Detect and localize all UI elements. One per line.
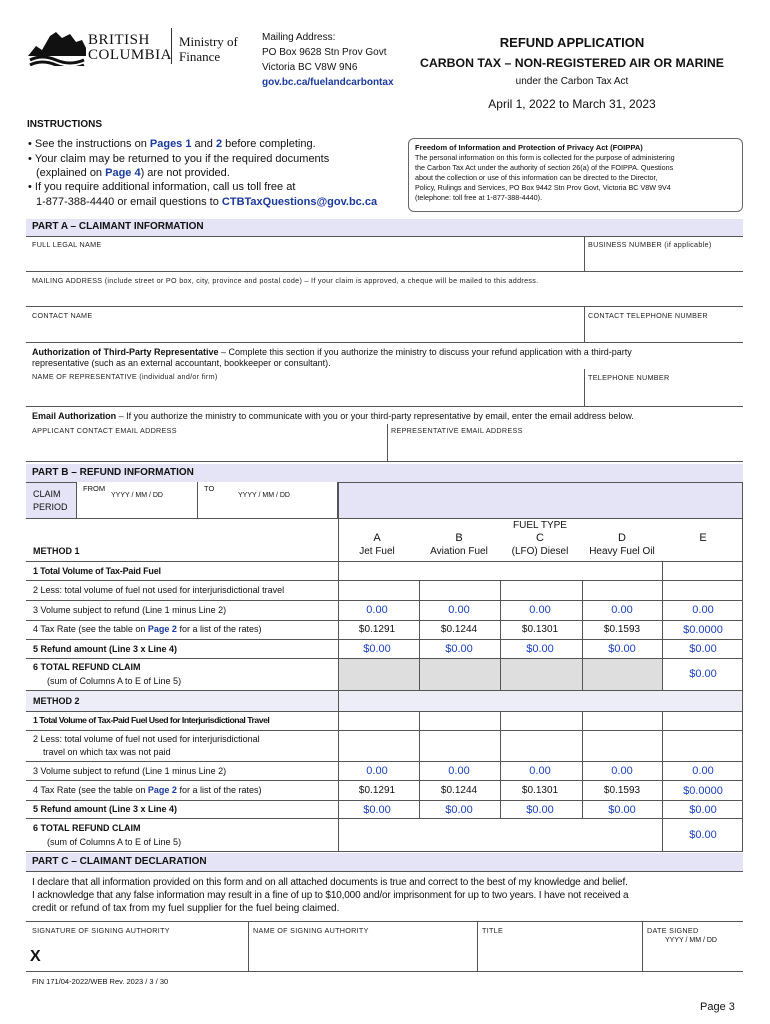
mailing-label: Mailing Address: — [262, 32, 336, 43]
contact-name-label: CONTACT NAME — [32, 311, 93, 320]
m1-rate-c: $0.1301 — [521, 624, 559, 635]
foippa-box — [408, 138, 743, 212]
third-party-text: Authorization of Third-Party Representative – Complete this section if you authorize the ministry to discuss your refund application with a third-party — [32, 347, 632, 357]
rep-phone-input[interactable] — [588, 383, 740, 405]
m2-vol-e[interactable]: 0.00 — [692, 765, 714, 777]
m2-rate-e[interactable]: $0.0000 — [683, 785, 723, 797]
foippa-line: (telephone: toll free at 1-877-388-4440). — [415, 193, 543, 202]
m2-vol-c[interactable]: 0.00 — [529, 765, 551, 777]
date-signed-label: DATE SIGNED — [647, 926, 699, 935]
m2-refund-d: $0.00 — [608, 804, 636, 816]
claim-from-field[interactable] — [76, 482, 198, 518]
col-d-letter: D — [618, 532, 626, 544]
logo-divider — [171, 28, 172, 64]
m1-refund-b: $0.00 — [445, 643, 473, 655]
m2-rate-a: $0.1291 — [358, 785, 396, 796]
m1-refund-c: $0.00 — [526, 643, 554, 655]
claim-to-field[interactable] — [198, 482, 338, 518]
from-label: FROM — [83, 484, 106, 493]
mailing-address-label: MAILING ADDRESS (include street or PO box, city, province and postal code) – If your claim is approved, a cheque will be mailed to this address. — [32, 276, 539, 285]
logo-text-columbia: COLUMBIA — [88, 47, 173, 63]
rep-phone-label: TELEPHONE NUMBER — [588, 373, 670, 382]
title-input[interactable] — [481, 936, 639, 970]
m1-refund-a: $0.00 — [363, 643, 391, 655]
foippa-line: Policy, Rulings and Services, PO Box 9442 Stn Prov Govt, Victoria BC V8W 9V4 — [415, 183, 671, 192]
foippa-line: The personal information on this form is collected for the purpose of administering — [415, 153, 675, 162]
m2-refund-e: $0.00 — [689, 804, 717, 816]
m1-vol-a[interactable]: 0.00 — [366, 604, 388, 616]
m2-page-2-link[interactable]: Page 2 — [147, 785, 177, 795]
m2-refund-c: $0.00 — [526, 804, 554, 816]
m2-rate-c: $0.1301 — [521, 785, 559, 796]
m1-line6b: (sum of Columns A to E of Line 5) — [47, 676, 182, 686]
foippa-line: about the collection or use of this information can be directed to the Director, — [415, 173, 658, 182]
declaration-line1: I declare that all information provided on this form and on all attached documents is true and correct to the best of my knowledge and belief. — [32, 877, 628, 888]
method2-header-band — [26, 691, 743, 711]
form-act: under the Carbon Tax Act — [515, 76, 629, 87]
instruction-1: • See the instructions on Pages 1 and 2 before completing. — [28, 138, 316, 150]
m2-total-refund: $0.00 — [689, 829, 717, 841]
business-number-label: BUSINESS NUMBER (if applicable) — [588, 240, 712, 249]
period-label: PERIOD — [33, 502, 68, 512]
col-a-letter: A — [373, 532, 381, 544]
col-a-name: Jet Fuel — [359, 546, 395, 557]
declaration-line2: I acknowledge that any false information may result in a fine of up to $10,000 and/or imprisonment for up to two years. I have not received a — [32, 890, 629, 901]
instruction-3b: 1-877-388-4440 or email questions to CTBTaxQuestions@gov.bc.ca — [36, 196, 378, 208]
m2-rate-d: $0.1593 — [603, 785, 641, 796]
contact-phone-input[interactable] — [588, 321, 740, 341]
m2-line1: 1 Total Volume of Tax-Paid Fuel Used for Interjurisdictional Travel — [33, 715, 270, 725]
m1-vol-c[interactable]: 0.00 — [529, 604, 551, 616]
logo-text-british: BRITISH — [88, 32, 150, 48]
col-d-name: Heavy Fuel Oil — [589, 546, 655, 557]
part-b-heading: PART B – REFUND INFORMATION — [32, 467, 194, 478]
foippa-line: the Carbon Tax Act under the authority of section 26(a) of the FOIPPA. Questions — [415, 163, 674, 172]
part-c-heading: PART C – CLAIMANT DECLARATION — [32, 856, 207, 867]
m2-rate-b: $0.1244 — [440, 785, 478, 796]
form-title: REFUND APPLICATION — [499, 35, 645, 50]
m1-rate-b: $0.1244 — [440, 624, 478, 635]
email-auth-text: Email Authorization – If you authorize the ministry to communicate with you or your third-party representative by email, enter the email address below. — [32, 411, 634, 421]
m1-line1: 1 Total Volume of Tax-Paid Fuel — [33, 566, 161, 576]
ministry-line2: Finance — [179, 49, 221, 64]
contact-phone-label: CONTACT TELEPHONE NUMBER — [588, 311, 708, 320]
name-input[interactable] — [252, 936, 474, 970]
col-c-letter: C — [536, 532, 544, 544]
to-date-format: YYYY / MM / DD — [238, 492, 290, 499]
m2-line2: 2 Less: total volume of fuel not used for interjurisdictional — [33, 734, 260, 744]
m2-vol-a[interactable]: 0.00 — [366, 765, 388, 777]
m2-refund-a: $0.00 — [363, 804, 391, 816]
m1-page-2-link[interactable]: Page 2 — [147, 624, 177, 634]
ministry-line1: Ministry of — [179, 34, 238, 49]
m1-vol-b[interactable]: 0.00 — [448, 604, 470, 616]
m1-rate-a: $0.1291 — [358, 624, 396, 635]
instruction-3: • If you require additional information, call us toll free at — [28, 181, 296, 193]
rep-name-input[interactable] — [28, 382, 580, 405]
form-id: FIN 171/04-2022/WEB Rev. 2023 / 3 / 30 — [32, 977, 169, 986]
ctb-email-link[interactable]: CTBTaxQuestions@gov.bc.ca — [221, 196, 378, 208]
col-b-name: Aviation Fuel — [430, 546, 488, 557]
to-label: TO — [204, 484, 215, 493]
m2-line2b: travel on which tax was not paid — [43, 747, 171, 757]
date-signed-input[interactable] — [646, 946, 740, 970]
m1-line6: 6 TOTAL REFUND CLAIM — [33, 662, 141, 672]
website-link[interactable]: gov.bc.ca/fuelandcarbontax — [262, 77, 394, 88]
m2-total-shaded-area — [339, 819, 662, 851]
mailing-address-input[interactable] — [28, 286, 740, 306]
business-number-input[interactable] — [588, 250, 740, 270]
instruction-2: • Your claim may be returned to you if the required documents — [28, 153, 330, 165]
m1-rate-e[interactable]: $0.0000 — [683, 624, 723, 636]
instruction-2b: (explained on Page 4) are not provided. — [36, 167, 230, 179]
full-legal-name-label: FULL LEGAL NAME — [32, 240, 102, 249]
title-label: TITLE — [482, 926, 504, 935]
m2-line4: 4 Tax Rate (see the table on Page 2 for a list of the rates) — [33, 785, 262, 795]
m2-line5: 5 Refund amount (Line 3 x Line 4) — [33, 804, 178, 814]
contact-name-input[interactable] — [28, 321, 580, 341]
m1-vol-d[interactable]: 0.00 — [611, 604, 633, 616]
rep-email-label: REPRESENTATIVE EMAIL ADDRESS — [391, 426, 523, 435]
form-subtitle: CARBON TAX – NON-REGISTERED AIR OR MARINE — [419, 56, 725, 70]
claim-label: CLAIM — [33, 489, 61, 499]
m2-vol-b[interactable]: 0.00 — [448, 765, 470, 777]
pages-1-link[interactable]: Pages 1 — [149, 138, 192, 150]
signature-input[interactable] — [28, 936, 246, 970]
m2-line6b: (sum of Columns A to E of Line 5) — [47, 837, 182, 847]
foippa-title: Freedom of Information and Protection of Privacy Act (FOIPPA) — [415, 143, 643, 152]
mailing-line1: PO Box 9628 Stn Prov Govt — [262, 47, 387, 58]
page-number: Page 3 — [700, 1001, 735, 1013]
full-legal-name-input[interactable] — [28, 250, 580, 270]
bc-logo — [26, 26, 173, 66]
applicant-email-label: APPLICANT CONTACT EMAIL ADDRESS — [32, 426, 177, 435]
m1-refund-d: $0.00 — [608, 643, 636, 655]
method2-title: METHOD 2 — [33, 696, 80, 706]
page-4-link[interactable]: Page 4 — [105, 167, 141, 179]
date-signed-format: YYYY / MM / DD — [665, 937, 717, 944]
m1-line3: 3 Volume subject to refund (Line 1 minus Line 2) — [33, 605, 227, 615]
m2-vol-d[interactable]: 0.00 — [611, 765, 633, 777]
third-party-text-2: representative (such as an external accountant, bookkeeper or consultant). — [32, 358, 331, 368]
m2-refund-b: $0.00 — [445, 804, 473, 816]
m1-vol-e[interactable]: 0.00 — [692, 604, 714, 616]
fuel-type-label: FUEL TYPE — [513, 520, 567, 531]
form-period: April 1, 2022 to March 31, 2023 — [488, 97, 656, 111]
m2-line3: 3 Volume subject to refund (Line 1 minus Line 2) — [33, 766, 227, 776]
part-a-heading: PART A – CLAIMANT INFORMATION — [32, 221, 204, 232]
name-label: NAME OF SIGNING AUTHORITY — [253, 926, 369, 935]
signature-x-mark: X — [30, 948, 41, 965]
signature-label: SIGNATURE OF SIGNING AUTHORITY — [32, 926, 170, 935]
m1-line4: 4 Tax Rate (see the table on Page 2 for a list of the rates) — [33, 624, 262, 634]
m1-total-refund: $0.00 — [689, 668, 717, 680]
rep-email-input[interactable] — [391, 436, 741, 460]
page-2-link[interactable]: 2 — [215, 138, 223, 150]
m1-refund-e: $0.00 — [689, 643, 717, 655]
method1-title: METHOD 1 — [33, 546, 80, 556]
col-b-letter: B — [455, 532, 463, 544]
instructions-heading: INSTRUCTIONS — [27, 119, 102, 130]
col-c-name: (LFO) Diesel — [511, 546, 569, 557]
col-e-letter: E — [699, 532, 707, 544]
bc-sun-wave-icon — [26, 26, 88, 66]
m1-line2: 2 Less: total volume of fuel not used for interjurisdictional travel — [33, 585, 285, 595]
from-date-format: YYYY / MM / DD — [111, 492, 163, 499]
m2-line6: 6 TOTAL REFUND CLAIM — [33, 823, 141, 833]
declaration-line3: credit or refund of tax from my fuel supplier for the fuel being claimed. — [32, 903, 340, 914]
m1-rate-d: $0.1593 — [603, 624, 641, 635]
rep-name-label: NAME OF REPRESENTATIVE (individual and/or firm) — [32, 372, 218, 381]
m1-line5: 5 Refund amount (Line 3 x Line 4) — [33, 644, 178, 654]
mailing-line2: Victoria BC V8W 9N6 — [262, 62, 358, 73]
applicant-email-input[interactable] — [28, 436, 384, 460]
